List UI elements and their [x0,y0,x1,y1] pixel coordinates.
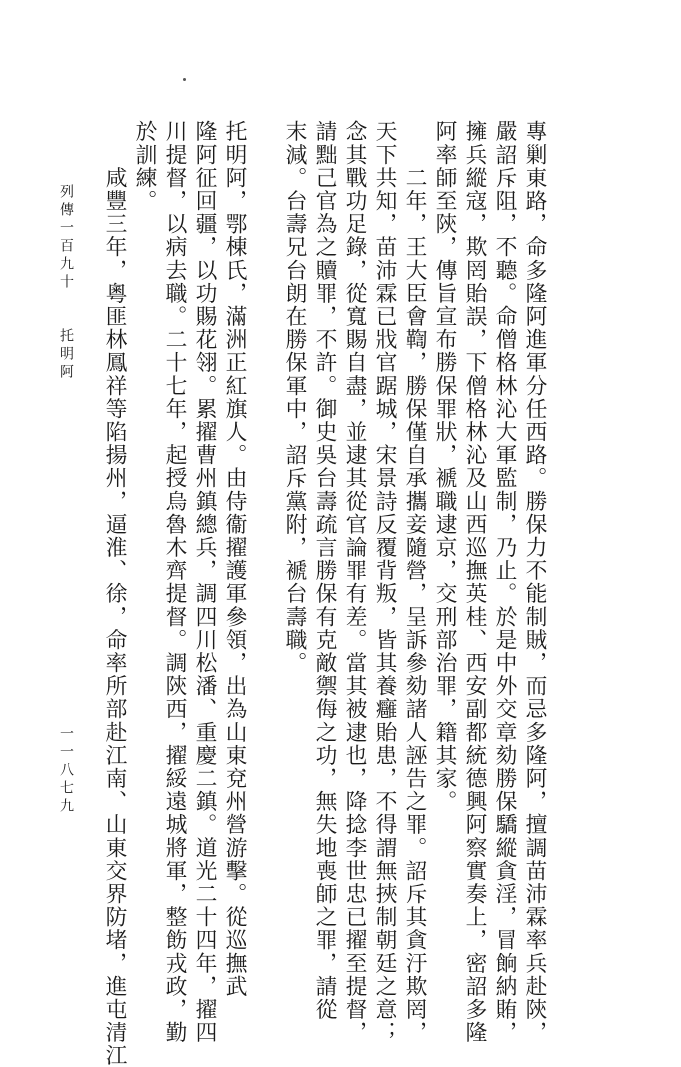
text-column-15: 咸豐三年，粵匪林鳳祥等陷揚州，逼淮、徐，命率所部赴江南、山東交界防堵，進屯清江 [102,120,127,1067]
text-column-8: 請黜己官為之贖罪，不許。御史吳台壽疏言勝保有克敵禦侮之功，無失地喪師之罪，請從 [312,120,337,1021]
text-column-7: 念其戰功足錄，從寬賜自盡，並逮其從官論罪有差。當其被逮也，降捻李世忠已擢至提督， [342,120,367,1044]
text-column-14: 於訓練。 [132,120,157,213]
text-column-4: 阿率師至陝，傳旨宣布勝保罪狀，褫職逮京，交刑部治罪，籍其家。 [432,120,457,813]
scan-speck [183,78,186,81]
text-column-1: 專剿東路，命多隆阿進軍分任西路。勝保力不能制賊，而忌多隆阿，擅調苗沛霖率兵赴陝， [522,120,547,1044]
text-column-9: 末減。台壽兄台朗在勝保軍中，詔斥黨附，褫台壽職。 [282,120,307,675]
text-column-12: 隆阿征回疆，以功賜花翎。累擢曹州鎮總兵，調四川松潘、重慶二鎮。道光二十四年，擢四 [192,120,217,1044]
page-number: 一一八七九 [58,726,74,816]
text-column-3: 擁兵縱寇，欺罔貽誤，下僧格林沁及山西巡撫英桂、西安副都統德興阿察實奏上，密詔多隆 [462,120,487,1044]
text-column-2: 嚴詔斥阻，不聽。命僧格林沁大軍監制，乃止。於是中外交章劾勝保驕縱貪淫，冒餉納賄， [492,120,517,1044]
running-title: 列傳一百九十 托明阿 [58,184,74,382]
text-column-11: 托明阿，鄂棟氏，滿洲正紅旗人。由侍衞擢護軍參領，出為山東兗州營游擊。從巡撫武 [222,120,247,998]
text-column-6: 天下共知，苗沛霖已戕官踞城，宋景詩反覆背叛，皆其養癰貽患，不得謂無挾制朝廷之意； [372,120,397,1044]
text-column-5: 二年，王大臣會鞫，勝保僅自承攜妾隨營，呈訴參劾諸人誣告之罪。詔斥其貪汙欺罔， [402,120,427,1044]
text-column-13: 川提督，以病去職。二十七年，起授烏魯木齊提督。調陝西，擢綏遠城將軍，整飭戎政，勤 [162,120,187,1044]
